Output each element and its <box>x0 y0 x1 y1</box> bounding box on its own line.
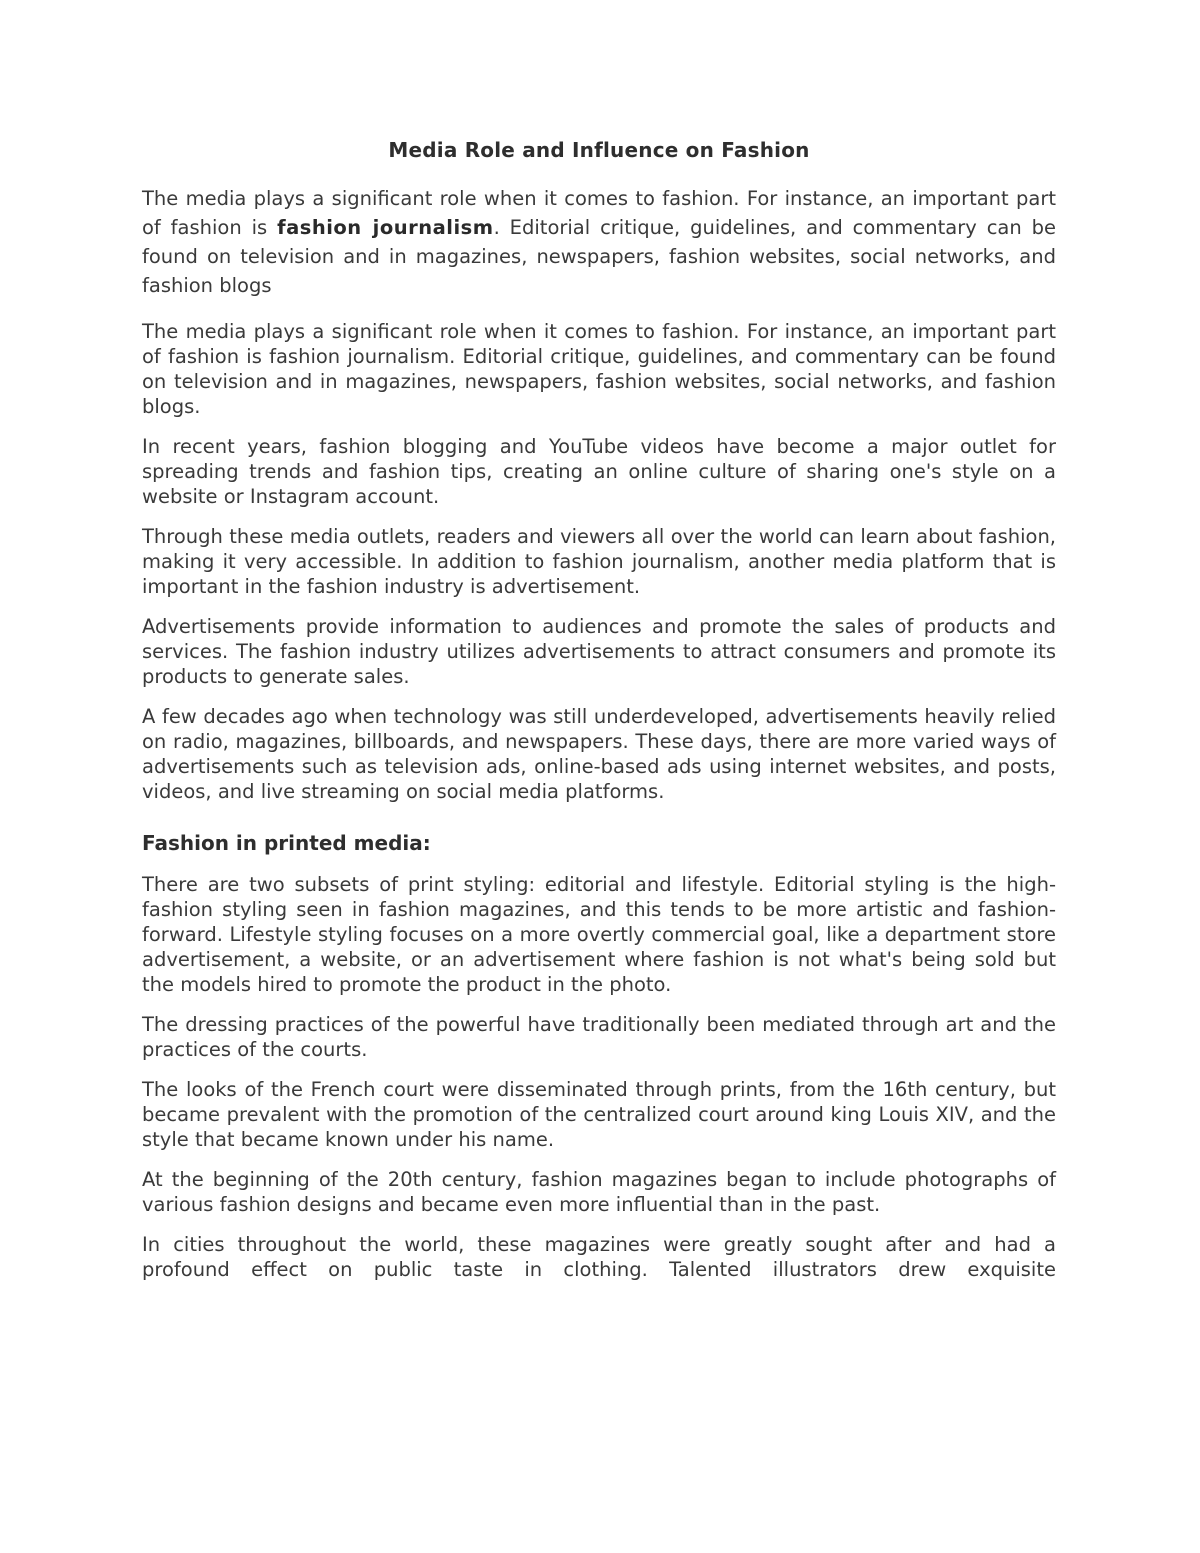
document-title: Media Role and Influence on Fashion <box>388 138 810 162</box>
body-paragraph: Through these media outlets, readers and viewers all over the world can learn about fashion, making it very accessible. In addition to fashion journalism, another media platform that is important in the fashion industry is advertisement. <box>142 525 1056 598</box>
section-paragraph: The dressing practices of the powerful have traditionally been mediated through art and the practices of the courts. <box>142 1013 1056 1061</box>
body-paragraph: In recent years, fashion blogging and YouTube videos have become a major outlet for spreading trends and fashion tips, creating an online culture of sharing one's style on a website or Instagram account. <box>142 435 1056 508</box>
document-body <box>142 138 1056 1282</box>
section-paragraph: At the beginning of the 20th century, fashion magazines began to include photographs of various fashion designs and became even more influential than in the past. <box>142 1168 1056 1216</box>
intro-text-start: The media plays a significant role when it comes to fashion. For instance, an important part of fashion is <box>142 187 1056 239</box>
body-paragraph: A few decades ago when technology was still underdeveloped, advertisements heavily relied on radio, magazines, billboards, and newspapers. These days, there are more varied ways of advertisements such as television ads, online-based ads using internet websites, and posts, videos, and live streaming on social media platforms. <box>142 705 1056 803</box>
body-paragraph: The media plays a significant role when it comes to fashion. For instance, an important part of fashion is fashion journalism. Editorial critique, guidelines, and commentary can be found on television and in magazines, newspapers, fashion websites, social networks, and fashion blogs. <box>142 320 1056 418</box>
section-paragraph: The looks of the French court were disseminated through prints, from the 16th century, but became prevalent with the promotion of the centralized court around king Louis XIV, and the style that became known under his name. <box>142 1078 1056 1151</box>
intro-paragraph <box>142 184 1056 300</box>
intro-bold-term: fashion journalism <box>277 216 494 239</box>
section-paragraph: In cities throughout the world, these magazines were greatly sought after and had a profound effect on public taste in clothing. Talented illustrators drew exquisite <box>142 1233 1056 1281</box>
body-paragraph: Advertisements provide information to audiences and promote the sales of products and services. The fashion industry utilizes advertisements to attract consumers and promote its products to generate sales. <box>142 615 1056 688</box>
section-heading: Fashion in printed media: <box>142 831 431 855</box>
section-paragraph: There are two subsets of print styling: editorial and lifestyle. Editorial styling is the high-fashion styling seen in fashion magazines, and this tends to be more artistic and fashion-forward. Lifestyle styling focuses on a more overtly commercial goal, like a department store advertisement, a website, or an advertisement where fashion is not what's being sold but the models hired to promote the product in the photo. <box>142 873 1056 996</box>
intro-text-end: . Editorial critique, guidelines, and commentary can be found on television and in magazines, newspapers, fashion websites, social networks, and fashion blogs <box>142 216 1056 297</box>
